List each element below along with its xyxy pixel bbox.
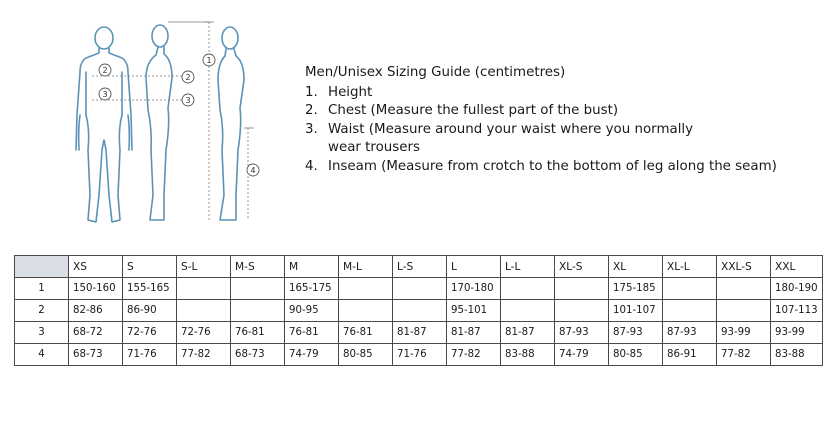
table-row: [15, 300, 823, 322]
measurement-number-cell: 4: [15, 344, 69, 366]
table-cell: 87-93: [663, 322, 717, 344]
table-cell: 87-93: [609, 322, 663, 344]
table-cell: [231, 278, 285, 300]
table-cell: [393, 300, 447, 322]
table-cell: 87-93: [555, 322, 609, 344]
table-row: [15, 278, 823, 300]
item-number: 4.: [305, 158, 318, 174]
table-cell: 170-180: [447, 278, 501, 300]
measurement-list: [305, 84, 805, 177]
table-cell: 81-87: [447, 322, 501, 344]
item-text: Inseam (Measure from crotch to the bottom of leg along the seam): [328, 158, 777, 174]
marker-2-side: 2: [185, 73, 191, 82]
table-cell: 77-82: [717, 344, 771, 366]
table-header-row: [15, 256, 823, 278]
marker-3-side: 3: [185, 96, 191, 105]
table-cell: 83-88: [771, 344, 823, 366]
item-number: 1.: [305, 84, 318, 100]
size-header: XL-L: [663, 256, 717, 278]
item-number: 2.: [305, 103, 318, 118]
table-cell: 71-76: [123, 344, 177, 366]
list-item: [305, 158, 805, 177]
size-header: S-L: [177, 256, 231, 278]
table-cell: [501, 300, 555, 322]
table-cell: [663, 300, 717, 322]
sizing-guide: [305, 64, 805, 176]
table-cell: 77-82: [447, 344, 501, 366]
table-cell: [555, 300, 609, 322]
side-figure-left: [146, 25, 172, 220]
size-header: M: [285, 256, 339, 278]
table-cell: [717, 278, 771, 300]
table-cell: 81-87: [393, 322, 447, 344]
table-cell: 86-90: [123, 300, 177, 322]
size-header: XXL-S: [717, 256, 771, 278]
marker-1: 1: [206, 56, 212, 65]
table-cell: [501, 278, 555, 300]
item-number: 3.: [305, 121, 318, 137]
measurement-number-cell: 2: [15, 300, 69, 322]
table-cell: 76-81: [231, 322, 285, 344]
table-cell: 71-76: [393, 344, 447, 366]
table-cell: 72-76: [177, 322, 231, 344]
table-cell: [177, 278, 231, 300]
table-cell: [177, 300, 231, 322]
table-cell: 155-165: [123, 278, 177, 300]
size-header: M-S: [231, 256, 285, 278]
table-cell: 80-85: [609, 344, 663, 366]
table-cell: 93-99: [771, 322, 823, 344]
table-cell: 74-79: [285, 344, 339, 366]
table-cell: 72-76: [123, 322, 177, 344]
size-table: [14, 255, 823, 366]
table-cell: 150-160: [69, 278, 123, 300]
table-row: [15, 322, 823, 344]
table-cell: 74-79: [555, 344, 609, 366]
item-text: Chest (Measure the fullest part of the bust): [328, 103, 619, 118]
table-cell: 180-190: [771, 278, 823, 300]
table-cell: 81-87: [501, 322, 555, 344]
front-figure: [76, 27, 132, 222]
table-cell: 86-91: [663, 344, 717, 366]
table-cell: 93-99: [717, 322, 771, 344]
table-corner-cell: [15, 256, 69, 278]
table-cell: 82-86: [69, 300, 123, 322]
measurement-number-cell: 3: [15, 322, 69, 344]
size-header: L: [447, 256, 501, 278]
table-row: [15, 344, 823, 366]
table-cell: [555, 278, 609, 300]
table-cell: [393, 278, 447, 300]
size-header: XL: [609, 256, 663, 278]
table-cell: 76-81: [285, 322, 339, 344]
measurement-number-cell: 1: [15, 278, 69, 300]
list-item: [305, 84, 805, 103]
guide-title: Men/Unisex Sizing Guide (centimetres): [305, 65, 566, 80]
table-cell: 165-175: [285, 278, 339, 300]
list-item: [305, 121, 805, 158]
table-cell: 83-88: [501, 344, 555, 366]
table-cell: 101-107: [609, 300, 663, 322]
table-cell: 175-185: [609, 278, 663, 300]
table-cell: 95-101: [447, 300, 501, 322]
size-header: XL-S: [555, 256, 609, 278]
body-measurement-figures: [68, 10, 268, 232]
table-cell: 77-82: [177, 344, 231, 366]
size-header: XXL: [771, 256, 823, 278]
table-cell: 68-73: [69, 344, 123, 366]
table-cell: [663, 278, 717, 300]
size-header: L-L: [501, 256, 555, 278]
size-header: L-S: [393, 256, 447, 278]
marker-2-front: 2: [102, 66, 108, 75]
table-cell: 90-95: [285, 300, 339, 322]
table-cell: [339, 278, 393, 300]
table-cell: 107-113: [771, 300, 823, 322]
table-cell: [339, 300, 393, 322]
table-cell: [231, 300, 285, 322]
item-text: Height: [328, 84, 373, 100]
list-item: [305, 102, 805, 121]
size-header: M-L: [339, 256, 393, 278]
side-figure-right: [218, 27, 244, 220]
item-text: Waist (Measure around your waist where you normally wear trousers: [328, 121, 694, 155]
marker-4: 4: [250, 166, 256, 175]
table-cell: 80-85: [339, 344, 393, 366]
table-cell: 68-73: [231, 344, 285, 366]
marker-3-front: 3: [102, 90, 108, 99]
table-cell: 76-81: [339, 322, 393, 344]
size-header: S: [123, 256, 177, 278]
table-cell: 68-72: [69, 322, 123, 344]
size-header: XS: [69, 256, 123, 278]
table-cell: [717, 300, 771, 322]
